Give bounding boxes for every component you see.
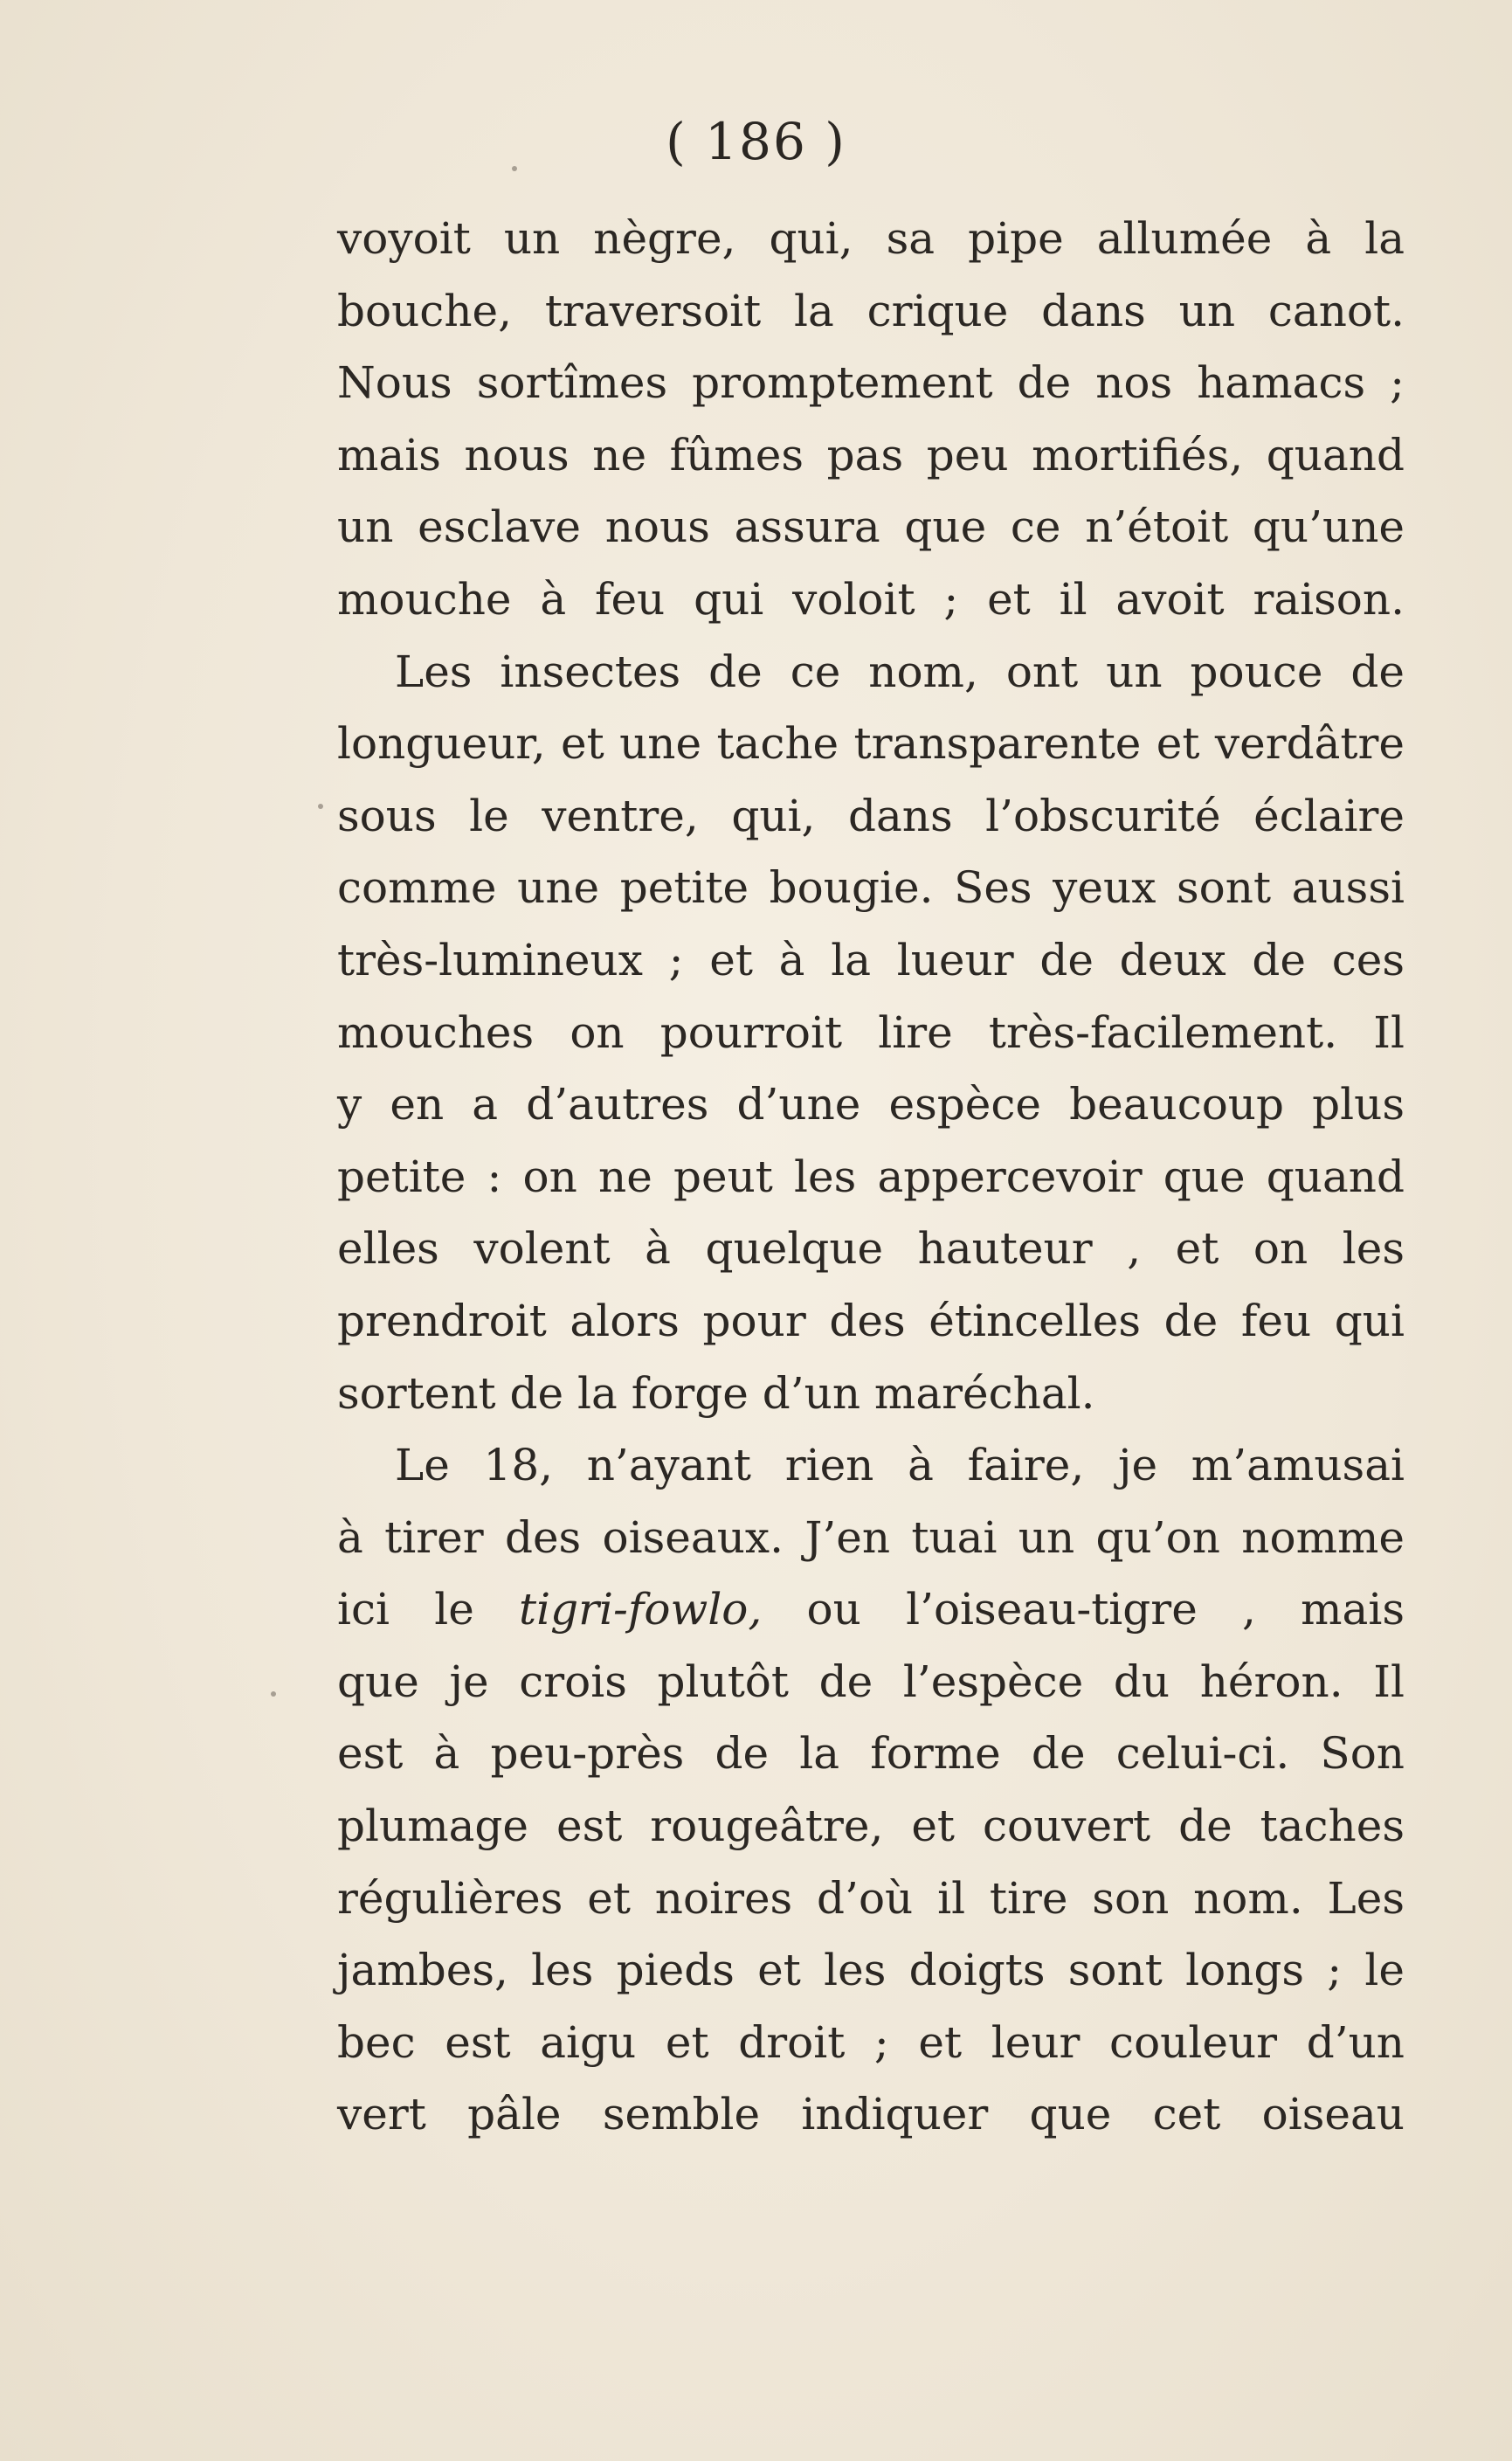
text-line: régulières et noires d’où il tire son nom. Les bbox=[337, 1872, 1405, 1924]
text-line: mouche à feu qui voloit ; et il avoit raison. bbox=[337, 573, 1405, 625]
text-fragment: ou l’oiseau-tigre , mais bbox=[806, 1584, 1405, 1635]
text-line: que je crois plutôt de l’espèce du héron. Il bbox=[337, 1656, 1405, 1707]
text-line: plumage est rougeâtre, et couvert de taches bbox=[337, 1801, 1405, 1852]
text-line: jambes, les pieds et les doigts sont longs ; le bbox=[337, 1945, 1405, 1996]
text-line: est à peu-près de la forme de celui-ci. Son bbox=[337, 1728, 1405, 1780]
text-line: voyoit un nègre, qui, sa pipe allumée à la bbox=[337, 213, 1405, 264]
text-line: Nous sortîmes promptement de nos hamacs ; bbox=[337, 357, 1405, 409]
text-line: sortent de la forge d’un maréchal. bbox=[337, 1367, 1095, 1419]
paper-speck bbox=[512, 166, 517, 171]
text-line: petite : on ne peut les appercevoir que quand bbox=[337, 1151, 1405, 1202]
text-line: comme une petite bougie. Ses yeux sont aussi bbox=[337, 862, 1405, 914]
paper-speck bbox=[318, 804, 323, 809]
text-line: y en a d’autres d’une espèce beaucoup plus bbox=[337, 1079, 1405, 1130]
body-text bbox=[337, 203, 1405, 2151]
text-line: un esclave nous assura que ce n’étoit qu’une bbox=[337, 501, 1405, 553]
text-line: Les insectes de ce nom, ont un pouce de bbox=[395, 646, 1405, 697]
text-line: mouches on pourroit lire très-facilement. Il bbox=[337, 1006, 1405, 1058]
text-line: mais nous ne fûmes pas peu mortifiés, quand bbox=[337, 429, 1405, 480]
text-line: à tirer des oiseaux. J’en tuai un qu’on nomme bbox=[337, 1511, 1405, 1563]
text-line: bouche, traversoit la crique dans un canot. bbox=[337, 285, 1405, 336]
text-line: bec est aigu et droit ; et leur couleur d’un bbox=[337, 2016, 1405, 2068]
text-line: vert pâle semble indiquer que cet oiseau bbox=[337, 2089, 1405, 2140]
text-line: sous le ventre, qui, dans l’obscurité éclaire bbox=[337, 790, 1405, 841]
paper-speck bbox=[271, 1691, 276, 1697]
text-line: prendroit alors pour des étincelles de feu qui bbox=[337, 1295, 1405, 1346]
italic-term: tigri-fowlo, bbox=[519, 1584, 763, 1635]
text-line: elles volent à quelque hauteur , et on les bbox=[337, 1223, 1405, 1275]
page-number: ( 186 ) bbox=[666, 112, 846, 171]
text-line: Le 18, n’ayant rien à faire, je m’amusai bbox=[395, 1440, 1405, 1491]
text-line: très-lumineux ; et à la lueur de deux de ces bbox=[337, 934, 1405, 985]
text-line: longueur, et une tache transparente et verdâtre bbox=[337, 718, 1405, 770]
text-fragment: ici le bbox=[337, 1584, 474, 1635]
text-line-mixed bbox=[337, 1573, 1405, 1646]
